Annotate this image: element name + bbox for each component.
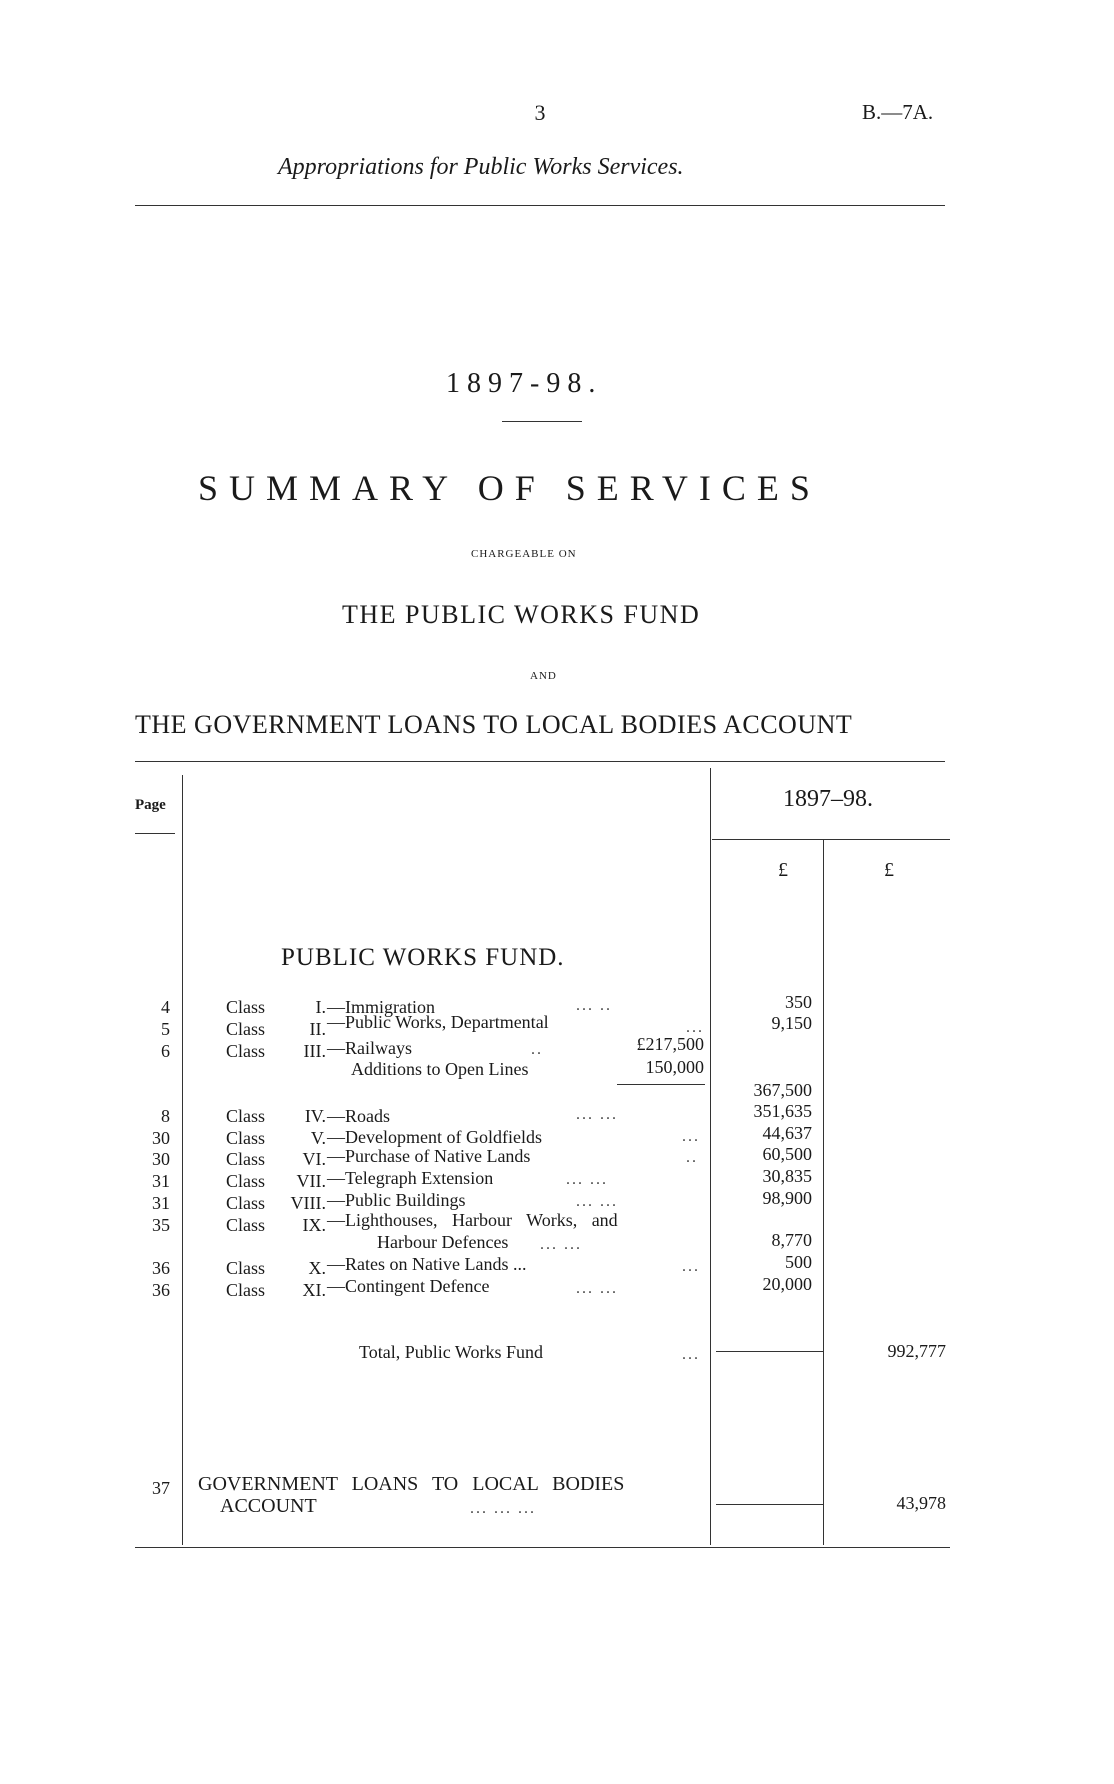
inner-amount-rule (823, 840, 824, 1545)
row-class-number: II. (309, 1019, 326, 1039)
row-leader-dots: ... .. (576, 997, 612, 1014)
and-label: AND (530, 670, 557, 682)
row-class-number: IV. (304, 1106, 326, 1126)
row-description: —Public Works, Departmental (327, 1012, 549, 1032)
row-class: Class (226, 997, 266, 1017)
row-description: —Railways (327, 1038, 412, 1058)
row-amount: 351,635 (753, 1101, 812, 1121)
row-amount: 8,770 (771, 1230, 812, 1250)
row-class-number: VI. (302, 1149, 326, 1169)
year-underline-rule (712, 839, 950, 840)
row-leader-dots: ... (686, 1019, 704, 1036)
row-page: 30 (152, 1149, 170, 1169)
page-number: 3 (534, 100, 546, 125)
row-description: Additions to Open Lines (351, 1059, 529, 1079)
row-description: —Public Buildings (327, 1190, 466, 1210)
total-rule (716, 1351, 824, 1352)
row-description: —Immigration (327, 997, 435, 1017)
row-page: 6 (161, 1041, 170, 1061)
row-class-number: I. (315, 997, 326, 1017)
row-leader-dots: ... ... (566, 1171, 608, 1188)
row-leader-dots: .. (531, 1041, 543, 1058)
row-page: 8 (161, 1106, 170, 1126)
row-leader-dots: ... (682, 1258, 700, 1275)
row-class: Class (226, 1106, 266, 1126)
row-class-number: VII. (296, 1171, 326, 1191)
row-page: 31 (152, 1171, 170, 1191)
row-leader-dots: ... ... (576, 1280, 618, 1297)
page-header-underline (135, 833, 175, 834)
row-class: Class (226, 1215, 266, 1235)
row-description: —Telegraph Extension (327, 1168, 494, 1188)
header-rule (135, 205, 945, 206)
row-class: Class (226, 1258, 266, 1278)
total-label: Total, Public Works Fund (359, 1342, 543, 1362)
page-column-header: Page (135, 797, 166, 813)
row-amount: 44,637 (762, 1123, 812, 1143)
loans-page: 37 (152, 1478, 170, 1498)
row-class-number: V. (310, 1128, 326, 1148)
loans-label-line-1: GOVERNMENT LOANS TO LOCAL BODIES (198, 1473, 625, 1495)
running-title: Appropriations for Public Works Services. (278, 154, 684, 180)
row-amount: 500 (785, 1252, 812, 1272)
row-leader-dots: ... ... (576, 1193, 618, 1210)
row-description: —Development of Goldfields (327, 1127, 542, 1147)
row-description: —Contingent Defence (327, 1276, 490, 1296)
row-amount: 98,900 (762, 1188, 812, 1208)
year-underline (502, 421, 582, 422)
row-sub-amount: £217,500 (636, 1034, 704, 1054)
row-description: —Purchase of Native Lands (327, 1146, 531, 1166)
row-page: 36 (152, 1258, 170, 1278)
table-top-rule (135, 761, 945, 762)
currency-sign-1: £ (778, 859, 788, 881)
row-class: Class (226, 1280, 266, 1300)
fund-title: THE PUBLIC WORKS FUND (342, 600, 701, 629)
row-leader-dots: ... ... (576, 1106, 618, 1123)
row-class-number: X. (308, 1258, 326, 1278)
subtotal-rule (617, 1084, 705, 1085)
row-leader-dots: .. (686, 1149, 698, 1166)
chargeable-on: CHARGEABLE ON (471, 548, 577, 560)
currency-sign-2: £ (884, 859, 894, 881)
row-page: 35 (152, 1215, 170, 1235)
summary-title: SUMMARY OF SERVICES (198, 468, 821, 508)
row-description: Harbour Defences (377, 1232, 509, 1252)
page-column-rule (182, 775, 183, 1545)
row-leader-dots: ... ... (540, 1236, 582, 1253)
row-page: 31 (152, 1193, 170, 1213)
row-class: Class (226, 1171, 266, 1191)
row-page: 4 (161, 997, 170, 1017)
row-amount: 9,150 (771, 1013, 812, 1033)
loans-amount: 43,978 (896, 1493, 946, 1513)
account-title: THE GOVERNMENT LOANS TO LOCAL BODIES ACCOUNT (135, 710, 853, 739)
table-bottom-rule (135, 1547, 950, 1548)
row-class: Class (226, 1041, 266, 1061)
loans-leader-dots: ... ... ... (470, 1500, 536, 1517)
loans-rule (716, 1504, 824, 1505)
row-class: Class (226, 1149, 266, 1169)
total-leader-dots: ... (682, 1346, 700, 1363)
section-heading: PUBLIC WORKS FUND. (281, 944, 565, 971)
document-reference: B.—7A. (862, 100, 934, 124)
row-class: Class (226, 1193, 266, 1213)
row-amount: 350 (785, 992, 812, 1012)
total-amount: 992,777 (887, 1341, 946, 1361)
row-description: —Rates on Native Lands ... (327, 1254, 527, 1274)
row-amount: 30,835 (762, 1166, 812, 1186)
amount-column-rule (710, 768, 711, 1545)
row-class: Class (226, 1019, 266, 1039)
row-sub-amount: 150,000 (645, 1057, 704, 1077)
year-title: 1897-98. (446, 368, 603, 399)
row-page: 36 (152, 1280, 170, 1300)
row-class-number: XI. (302, 1280, 326, 1300)
row-amount: 367,500 (753, 1080, 812, 1100)
row-class-number: III. (303, 1041, 326, 1061)
row-amount: 20,000 (762, 1274, 812, 1294)
row-description: —Lighthouses, Harbour Works, and (327, 1210, 618, 1230)
row-page: 5 (161, 1019, 170, 1039)
year-column-header: 1897–98. (783, 786, 873, 812)
loans-label-line-2: ACCOUNT (220, 1495, 317, 1517)
row-leader-dots: ... (682, 1128, 700, 1145)
row-page: 30 (152, 1128, 170, 1148)
row-class-number: IX. (302, 1215, 326, 1235)
row-class: Class (226, 1128, 266, 1148)
row-description: —Roads (327, 1106, 390, 1126)
row-class-number: VIII. (290, 1193, 326, 1213)
row-amount: 60,500 (762, 1144, 812, 1164)
